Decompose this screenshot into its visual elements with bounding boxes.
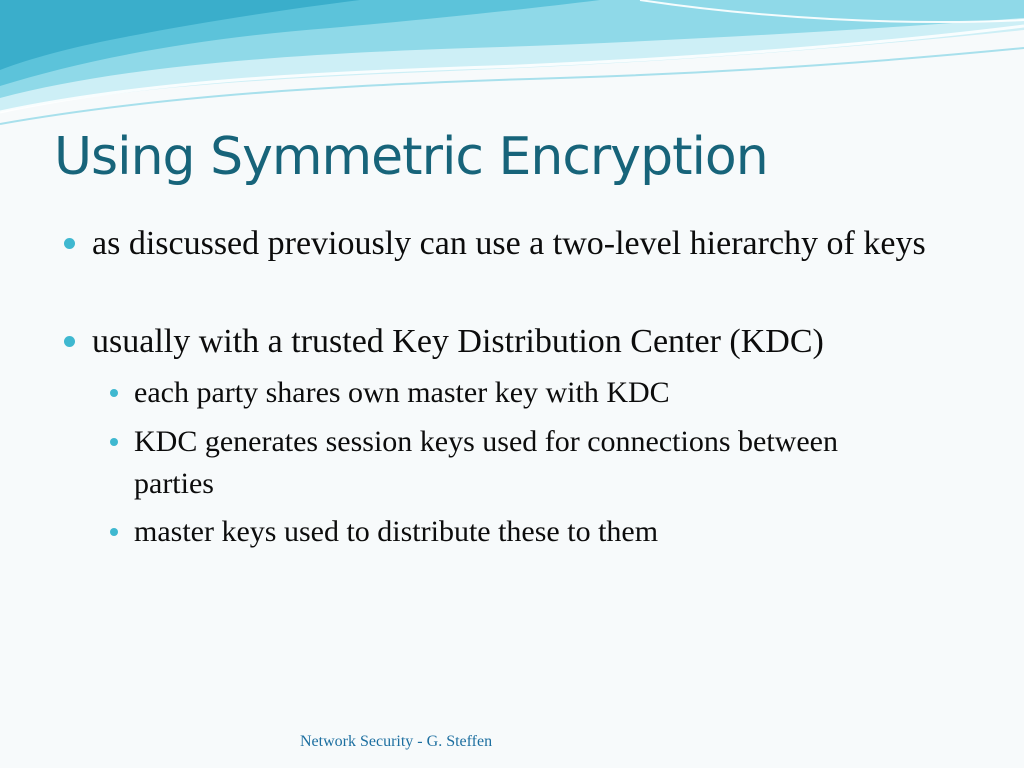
bullet-dot-icon (110, 389, 118, 397)
sub-bullet-item (134, 421, 884, 505)
bullet-dot-icon (64, 238, 75, 249)
sub-bullet-text: each party shares own master key with KDC (134, 376, 670, 409)
bullet-item (92, 222, 982, 266)
sub-bullet-text: KDC generates session keys used for connections between parties (134, 425, 838, 500)
bullet-text: usually with a trusted Key Distribution Center (KDC) (92, 323, 824, 360)
sub-bullet-item (134, 372, 884, 414)
slide-footer: Network Security - G. Steffen (300, 733, 493, 750)
header-wave-decoration (0, 0, 1024, 130)
slide-title: Using Symmetric Encryption (54, 127, 768, 187)
bullet-dot-icon (110, 438, 118, 446)
bullet-dot-icon (110, 528, 118, 536)
bullet-dot-icon (64, 336, 75, 347)
bullet-text: as discussed previously can use a two-level hierarchy of keys (92, 225, 926, 262)
sub-bullet-text: master keys used to distribute these to them (134, 515, 659, 548)
sub-bullet-item (134, 511, 884, 553)
bullet-item (92, 320, 982, 364)
